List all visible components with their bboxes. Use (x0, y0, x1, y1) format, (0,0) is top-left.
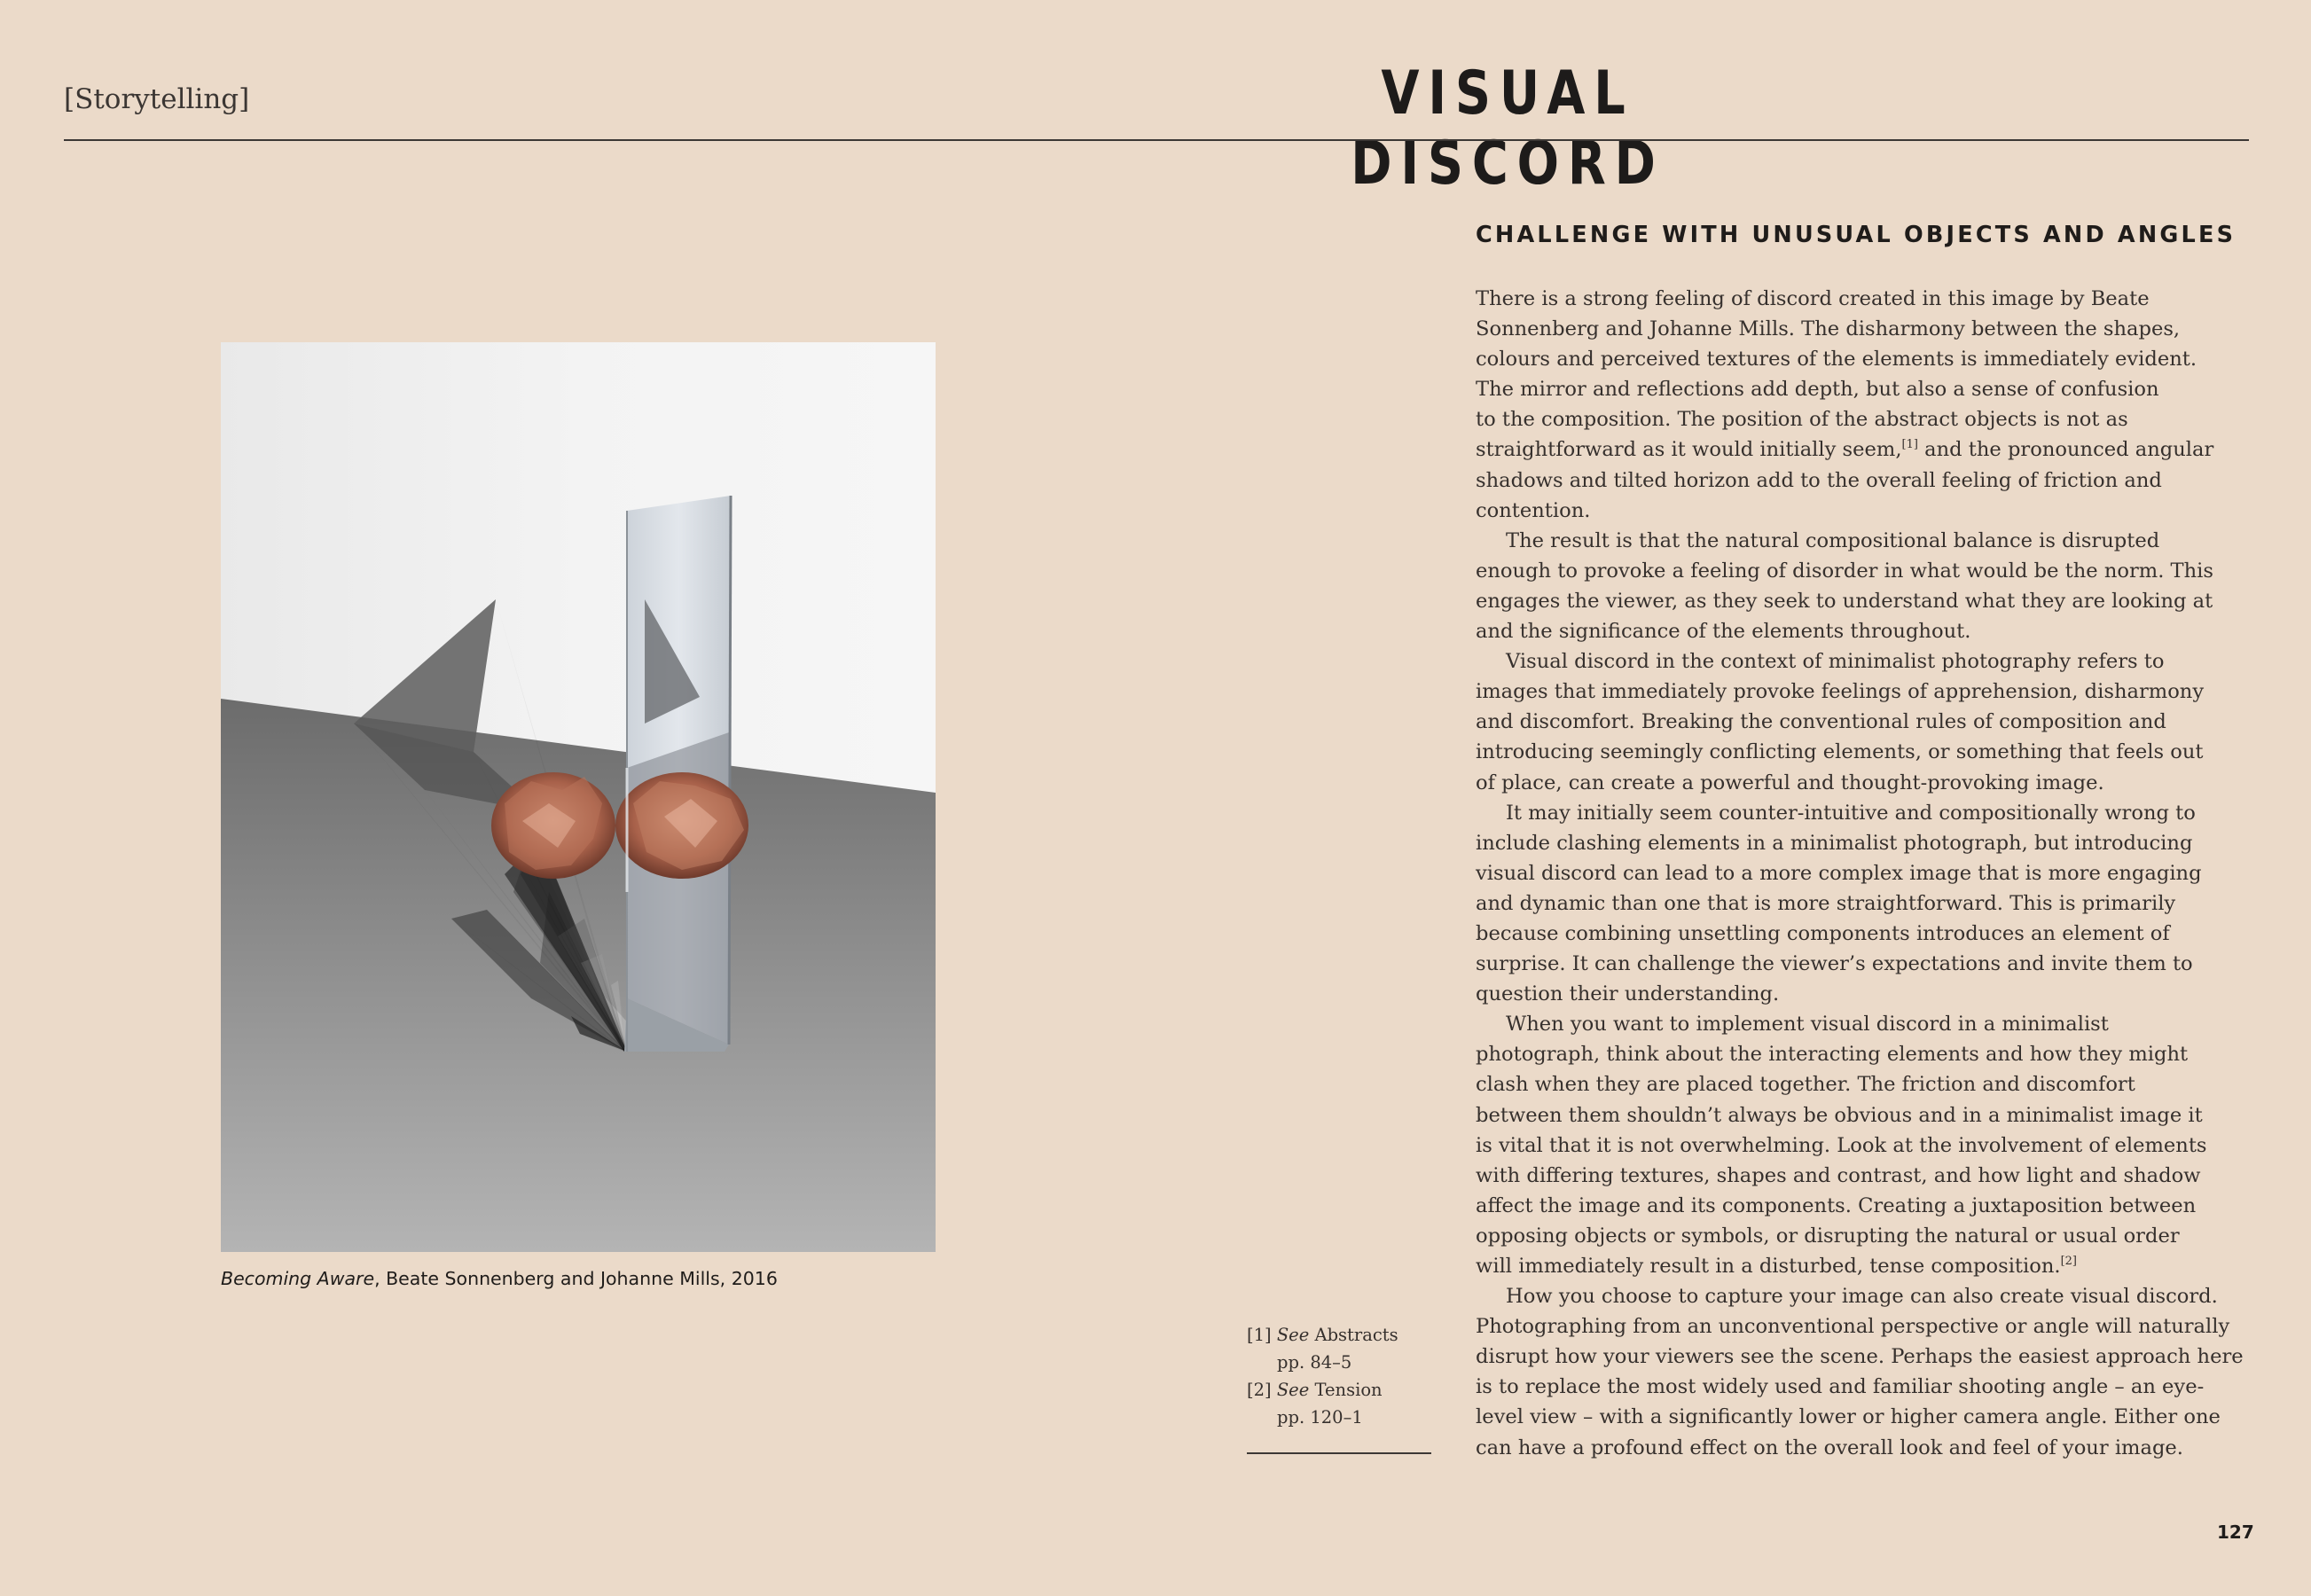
body-line (1476, 677, 2212, 707)
body-line (1476, 828, 2212, 858)
body-line (1476, 284, 2212, 314)
body-line (1476, 434, 2212, 465)
body-line-text: images that immediately provoke feelings of apprehension, disharmony (1476, 680, 2205, 704)
body-line-text: Photographing from an unconventional perspective or angle will naturally (1476, 1315, 2230, 1339)
photograph-illustration (221, 342, 936, 1252)
body-line (1476, 1130, 2212, 1161)
body-line-text: It may initially seem counter-intuitive and compositionally wrong to (1506, 801, 2196, 825)
body-line (1476, 1221, 2212, 1251)
body-line-text: The mirror and reflections add depth, but also a sense of confusion (1476, 378, 2159, 402)
body-line-text: Sonnenberg and Johanne Mills. The disharmony between the shapes, (1476, 317, 2181, 341)
body-line-text: engages the viewer, as they seek to understand what they are looking at (1476, 589, 2213, 613)
footnote-1 (1247, 1321, 1398, 1376)
body-line-text: disrupt how your viewers see the scene. Perhaps the easiest approach here (1476, 1345, 2244, 1369)
body-line (1476, 526, 2212, 556)
caption-credit: , Beate Sonnenberg and Johanne Mills, 2016 (374, 1268, 778, 1289)
footnote-number: [1] (1247, 1325, 1272, 1345)
footnote-see: See (1276, 1325, 1310, 1345)
body-line (1476, 344, 2212, 374)
body-line-text: When you want to implement visual discord in a minimalist (1506, 1013, 2109, 1037)
body-line (1476, 707, 2212, 737)
body-line (1476, 737, 2212, 767)
body-line-text: straightforward as it would initially seem, (1476, 438, 1902, 462)
body-line-text: is to replace the most widely used and familiar shooting angle – an eye- (1476, 1375, 2205, 1399)
body-line-text-continued: and the pronounced angular (1917, 438, 2214, 462)
body-line (1476, 646, 2212, 677)
body-line (1476, 1311, 2230, 1342)
body-line-text: surprise. It can challenge the viewer’s expectations and invite them to (1476, 952, 2193, 976)
body-line-text: because combining unsettling components introduces an element of (1476, 921, 2170, 945)
body-line-text: is vital that it is not overwhelming. Look at the involvement of elements (1476, 1133, 2207, 1157)
page-title: VISUAL DISCORD (1351, 59, 1665, 199)
body-line-text: photograph, think about the interacting elements and how they might (1476, 1043, 2189, 1067)
body-line-text: level view – with a significantly lower or higher camera angle. Either one (1476, 1405, 2221, 1429)
body-line (1476, 858, 2212, 888)
footnote-topic: Abstracts (1314, 1325, 1398, 1345)
body-line (1476, 1281, 2218, 1311)
body-line-text: Visual discord in the context of minimalist photography refers to (1506, 650, 2165, 674)
page-number: 127 (2217, 1522, 2254, 1543)
footnotes (1247, 1321, 1398, 1431)
body-line-text: with differing textures, shapes and contrast, and how light and shadow (1476, 1163, 2201, 1187)
body-line (1476, 919, 2212, 949)
footnote-reference[interactable]: [1] (1901, 438, 1918, 452)
body-line (1476, 404, 2212, 434)
photograph (221, 342, 936, 1252)
body-line-text: clash when they are placed together. The friction and discomfort (1476, 1073, 2135, 1097)
body-line-text: affect the image and its components. Creating a juxtaposition between (1476, 1193, 2197, 1217)
body-line (1476, 1009, 2212, 1039)
body-line (1476, 1069, 2212, 1099)
body-line (1476, 1251, 2212, 1281)
footnote-2 (1247, 1376, 1398, 1431)
body-line (1476, 798, 2212, 828)
body-line (1476, 314, 2212, 344)
body-line-text: and dynamic than one that is more straightforward. This is primarily (1476, 891, 2176, 915)
footnote-pages: pp. 120–1 (1277, 1407, 1363, 1428)
body-line-text: contention. (1476, 498, 1591, 522)
body-line (1476, 496, 2212, 526)
footnotes-rule (1247, 1452, 1431, 1454)
body-line-text: colours and perceived textures of the elements is immediately evident. (1476, 348, 2197, 372)
body-line-text: and discomfort. Breaking the conventional rules of composition and (1476, 710, 2166, 734)
body-line-text: include clashing elements in a minimalist photograph, but introducing (1476, 831, 2193, 855)
article-subheading: CHALLENGE WITH UNUSUAL OBJECTS AND ANGLES (1476, 222, 2237, 248)
footnote-pages: pp. 84–5 (1277, 1352, 1352, 1373)
body-line (1476, 949, 2212, 979)
body-line-text: opposing objects or symbols, or disrupting the natural or usual order (1476, 1224, 2180, 1248)
body-line-text: enough to provoke a feeling of disorder in what would be the norm. This (1476, 559, 2213, 583)
body-line (1476, 979, 2212, 1009)
body-line (1476, 1402, 2221, 1432)
body-line-text: between them shouldn’t always be obvious and in a minimalist image it (1476, 1103, 2203, 1127)
footnote-topic: Tension (1314, 1380, 1383, 1400)
body-line (1476, 1161, 2212, 1191)
body-line-text: and the significance of the elements throughout. (1476, 620, 1971, 644)
body-line-text: introducing seemingly conflicting elements, or something that feels out (1476, 740, 2204, 764)
body-line (1476, 466, 2212, 496)
body-line (1476, 1342, 2244, 1372)
section-tag: [Storytelling] (64, 83, 250, 115)
body-line-text: shadows and tilted horizon add to the overall feeling of friction and (1476, 468, 2162, 492)
body-line (1476, 888, 2212, 919)
body-line (1476, 1191, 2212, 1221)
photo-caption (221, 1268, 778, 1289)
body-line-text: question their understanding. (1476, 982, 1780, 1006)
body-line-text: to the composition. The position of the abstract objects is not as (1476, 408, 2128, 432)
body-line (1476, 556, 2212, 586)
body-line (1476, 1433, 2212, 1463)
body-line (1476, 1372, 2212, 1402)
body-line-text: visual discord can lead to a more complex image that is more engaging (1476, 861, 2202, 885)
body-line (1476, 374, 2212, 404)
body-line-text: can have a profound effect on the overall look and feel of your image. (1476, 1436, 2183, 1459)
article-body (1476, 284, 2244, 1463)
body-line (1476, 1100, 2212, 1130)
body-line (1476, 616, 2212, 646)
header-rule (64, 139, 2249, 141)
body-line-text: How you choose to capture your image can also create visual discord. (1506, 1285, 2218, 1309)
footnote-number: [2] (1247, 1380, 1272, 1400)
footnote-reference[interactable]: [2] (2060, 1255, 2077, 1268)
body-line (1476, 768, 2212, 798)
body-line (1476, 586, 2212, 616)
body-line-text: The result is that the natural compositional balance is disrupted (1506, 528, 2160, 552)
body-line-text: There is a strong feeling of discord created in this image by Beate (1476, 287, 2150, 310)
body-line-text: will immediately result in a disturbed, tense composition. (1476, 1255, 2061, 1278)
body-line-text: of place, can create a powerful and thought-provoking image. (1476, 771, 2104, 794)
body-line (1476, 1039, 2212, 1069)
footnote-see: See (1276, 1380, 1310, 1400)
caption-title: Becoming Aware (221, 1268, 375, 1289)
